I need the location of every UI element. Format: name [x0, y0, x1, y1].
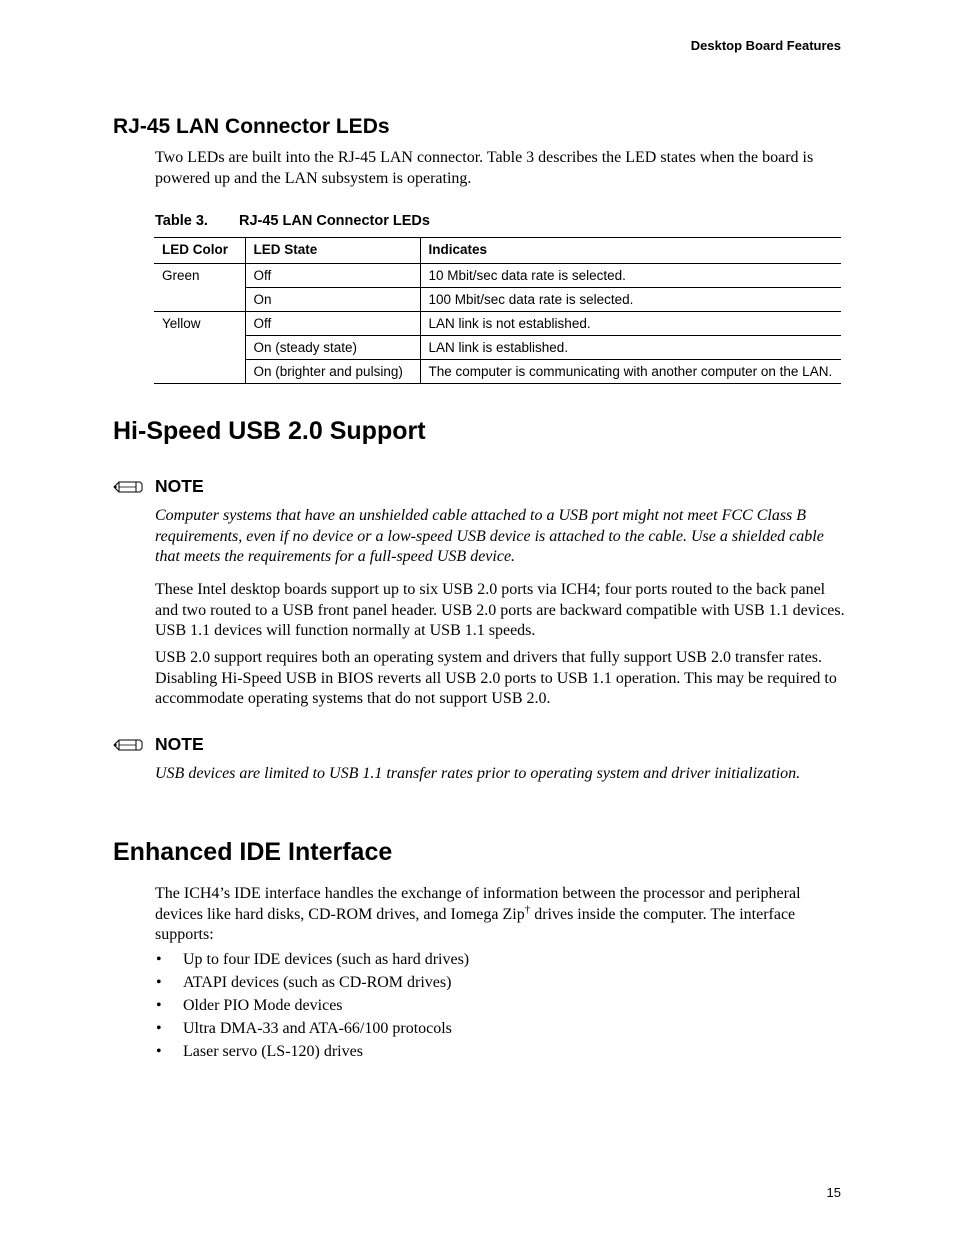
- table-cell-indicates: 10 Mbit/sec data rate is selected.: [420, 264, 841, 288]
- table-row: [154, 312, 841, 336]
- bullet-glyph: •: [156, 974, 162, 991]
- table-cell-color: Yellow: [154, 312, 245, 336]
- table-caption-title: RJ-45 LAN Connector LEDs: [239, 213, 430, 229]
- table-cell-indicates: LAN link is established.: [420, 336, 841, 360]
- note-text: Computer systems that have an unshielded cable attached to a USB port might not meet FCC Class B requirements, even if no device or a low-speed USB device is attached to the cable. Use a shielded cable that meets the requirements for a full-speed USB device.: [155, 507, 824, 565]
- usb-paragraph-text: These Intel desktop boards support up to six USB 2.0 ports via ICH4; four ports routed to the back panel and two routed to a USB front panel header. USB 2.0 ports are backward compatible with USB 1.1 devices. USB 1.1 devices will function normally at USB 1.1 speeds.: [155, 581, 845, 639]
- ide-bullet-list: [155, 948, 469, 1063]
- usb-paragraph-1: [155, 580, 845, 642]
- note-text: USB devices are limited to USB 1.1 transfer rates prior to operating system and driver initialization.: [155, 765, 801, 782]
- table-cell-color: [154, 360, 245, 384]
- table-cell-color: [154, 336, 245, 360]
- table-caption: [155, 213, 430, 229]
- note-body: [155, 764, 845, 785]
- list-item-text: Up to four IDE devices (such as hard drives): [183, 951, 470, 968]
- table-cell-indicates: 100 Mbit/sec data rate is selected.: [420, 288, 841, 312]
- table-cell-indicates: The computer is communicating with another computer on the LAN.: [420, 360, 841, 384]
- bullet-glyph: •: [156, 997, 162, 1014]
- table-cell-state: On (steady state): [245, 336, 420, 360]
- list-item: [155, 948, 469, 971]
- pencil-icon: [113, 736, 143, 750]
- bullet-glyph: •: [156, 1020, 162, 1037]
- usb-paragraph-2: [155, 648, 845, 710]
- page-number: 15: [826, 1185, 841, 1200]
- list-item: [155, 1017, 469, 1040]
- note-label: NOTE: [155, 734, 204, 754]
- note-label: NOTE: [155, 476, 204, 496]
- table-cell-state: On: [245, 288, 420, 312]
- ide-intro-text: [155, 884, 845, 946]
- list-item: [155, 971, 469, 994]
- ide-intro-text-b: drives inside the computer. The interface supports:: [155, 905, 796, 943]
- note-body: [155, 506, 845, 568]
- table-header-cell: LED State: [245, 238, 420, 264]
- table-header-cell: LED Color: [154, 238, 245, 264]
- list-item: [155, 994, 469, 1017]
- table-row: [154, 336, 841, 360]
- section-heading-usb: Hi-Speed USB 2.0 Support: [113, 417, 426, 445]
- list-item-text: Laser servo (LS-120) drives: [183, 1043, 363, 1060]
- bullet-glyph: •: [156, 951, 162, 968]
- table-cell-state: Off: [245, 312, 420, 336]
- note-heading: [113, 476, 204, 497]
- bullet-glyph: •: [156, 1043, 162, 1060]
- table-row: [154, 288, 841, 312]
- table-cell-indicates: LAN link is not established.: [420, 312, 841, 336]
- table-cell-color: [154, 288, 245, 312]
- table-row: [154, 264, 841, 288]
- section-heading-ide: Enhanced IDE Interface: [113, 838, 393, 866]
- section-heading-rj45: RJ-45 LAN Connector LEDs: [113, 115, 390, 138]
- ide-intro-text-a: The ICH4’s IDE interface handles the exchange of information between the processor and peripheral devices like hard disks, CD-ROM drives, and Iomega Zip: [155, 885, 801, 923]
- note-heading: [113, 734, 204, 755]
- list-item: [155, 1040, 469, 1063]
- rj45-intro-paragraph: [155, 148, 845, 189]
- ide-intro-paragraph: [155, 884, 845, 946]
- table-cell-state: On (brighter and pulsing): [245, 360, 420, 384]
- pencil-icon: [113, 478, 143, 492]
- list-item-text: Ultra DMA-33 and ATA-66/100 protocols: [183, 1020, 452, 1037]
- table-caption-number: Table 3.: [155, 213, 208, 229]
- rj45-intro-text: Two LEDs are built into the RJ-45 LAN connector. Table 3 describes the LED states when the board is powered up and the LAN subsystem is operating.: [155, 149, 814, 187]
- table-cell-state: Off: [245, 264, 420, 288]
- dagger-mark: †: [524, 903, 531, 916]
- table-row: [154, 360, 841, 384]
- table-header-row: [154, 238, 841, 264]
- running-header: Desktop Board Features: [690, 38, 841, 53]
- table-header-cell: Indicates: [420, 238, 841, 264]
- table-cell-color: Green: [162, 268, 200, 283]
- list-item-text: Older PIO Mode devices: [183, 997, 343, 1014]
- list-item-text: ATAPI devices (such as CD-ROM drives): [183, 974, 452, 991]
- usb-paragraph-text: USB 2.0 support requires both an operating system and drivers that fully support USB 2.0 transfer rates. Disabling Hi-Speed USB in BIOS reverts all USB 2.0 ports to USB 1.1 operation. This may be required to accommodate operating systems that do not support USB 2.0.: [155, 649, 837, 707]
- led-table: [154, 237, 841, 384]
